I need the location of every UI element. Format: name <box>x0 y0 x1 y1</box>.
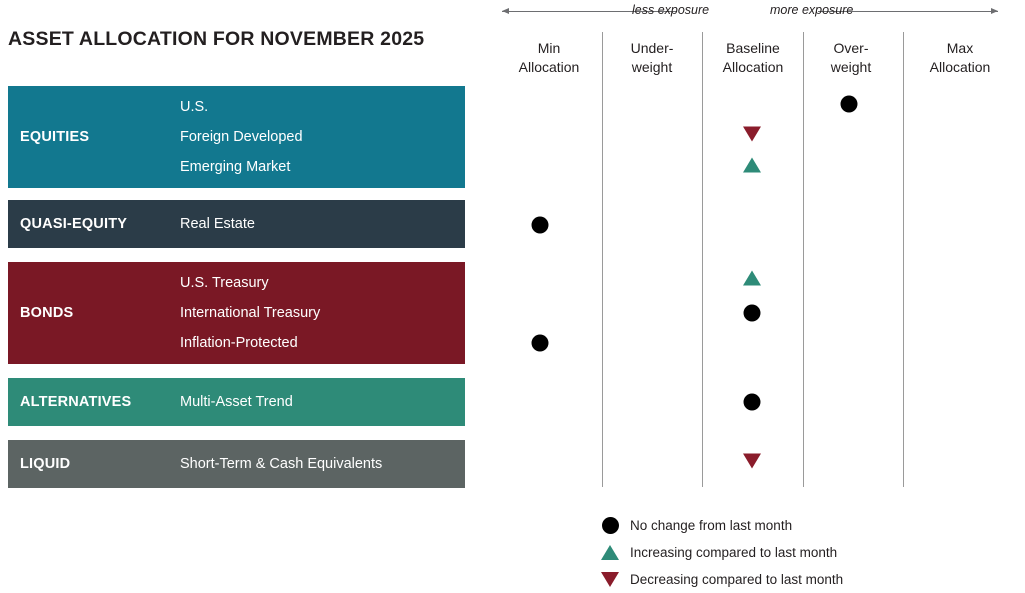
column-divider <box>903 32 904 487</box>
marker-no-change-dot-multi-asset-trend <box>744 394 761 411</box>
asset-name: Inflation-Protected <box>180 335 298 351</box>
asset-name: Multi-Asset Trend <box>180 394 293 410</box>
increase-triangle-up-icon <box>590 545 630 560</box>
decrease-triangle-down-icon <box>590 572 630 587</box>
asset-name: International Treasury <box>180 305 321 321</box>
column-header-line2: weight <box>830 59 872 75</box>
column-header-max-allocation <box>901 39 1019 77</box>
column-divider <box>702 32 703 487</box>
category-items-quasi-equity <box>180 209 465 239</box>
allocation-scale <box>480 0 1025 592</box>
column-header-line2: Allocation <box>518 59 580 75</box>
asset-name: U.S. Treasury <box>180 275 269 291</box>
category-items-liquid <box>180 449 465 479</box>
asset-name: Emerging Market <box>180 159 291 175</box>
column-header-line2: Allocation <box>722 59 784 75</box>
column-divider <box>602 32 603 487</box>
page-title: ASSET ALLOCATION FOR NOVEMBER 2025 <box>8 28 425 50</box>
column-header-line2: Allocation <box>929 59 991 75</box>
category-row-quasi-equity <box>8 200 465 248</box>
category-items-equities <box>180 92 465 182</box>
column-divider <box>803 32 804 487</box>
marker-no-change-dot-us-equities <box>841 96 858 113</box>
category-items-bonds <box>180 268 465 358</box>
less-exposure-label: less exposure <box>632 3 710 17</box>
column-header-line1: Min <box>537 40 561 56</box>
no-change-dot-icon <box>590 517 630 534</box>
category-row-alternatives <box>8 378 465 426</box>
category-label-bonds: BONDS <box>20 305 74 321</box>
marker-decrease-triangle-short-term-cash <box>743 454 761 469</box>
marker-decrease-triangle-foreign-developed <box>743 127 761 142</box>
asset-name: Real Estate <box>180 216 255 232</box>
category-label-quasi-equity: QUASI-EQUITY <box>20 216 128 232</box>
category-label-liquid: LIQUID <box>20 456 71 472</box>
category-label-equities: EQUITIES <box>20 129 90 145</box>
column-header-line1: Baseline <box>726 40 780 56</box>
marker-no-change-dot-international-treasury <box>744 305 761 322</box>
category-label-alternatives: ALTERNATIVES <box>20 394 132 410</box>
marker-increase-triangle-us-treasury <box>743 271 761 286</box>
legend-item-increasing <box>590 539 1010 566</box>
marker-increase-triangle-emerging-market <box>743 158 761 173</box>
category-row-liquid <box>8 440 465 488</box>
column-header-line1: Over- <box>833 40 869 56</box>
category-row-equities <box>8 86 465 188</box>
legend <box>590 512 1010 593</box>
legend-item-decreasing <box>590 566 1010 593</box>
legend-label: No change from last month <box>630 518 793 533</box>
legend-label: Decreasing compared to last month <box>630 572 844 587</box>
asset-name: Foreign Developed <box>180 129 303 145</box>
asset-name: Short-Term & Cash Equivalents <box>180 456 383 472</box>
category-row-bonds <box>8 262 465 364</box>
allocation-table <box>0 0 480 592</box>
column-header-line1: Max <box>946 40 974 56</box>
column-header-overweight <box>792 39 910 77</box>
column-header-line2: weight <box>631 59 673 75</box>
more-exposure-label: more exposure <box>770 3 854 17</box>
legend-label: Increasing compared to last month <box>630 545 838 560</box>
marker-no-change-dot-inflation-protected <box>532 335 549 352</box>
legend-item-no-change <box>590 512 1010 539</box>
asset-name: U.S. <box>180 99 209 115</box>
category-items-alternatives <box>180 387 465 417</box>
column-header-min-allocation <box>490 39 608 77</box>
column-header-line1: Under- <box>630 40 674 56</box>
marker-no-change-dot-real-estate <box>532 217 549 234</box>
